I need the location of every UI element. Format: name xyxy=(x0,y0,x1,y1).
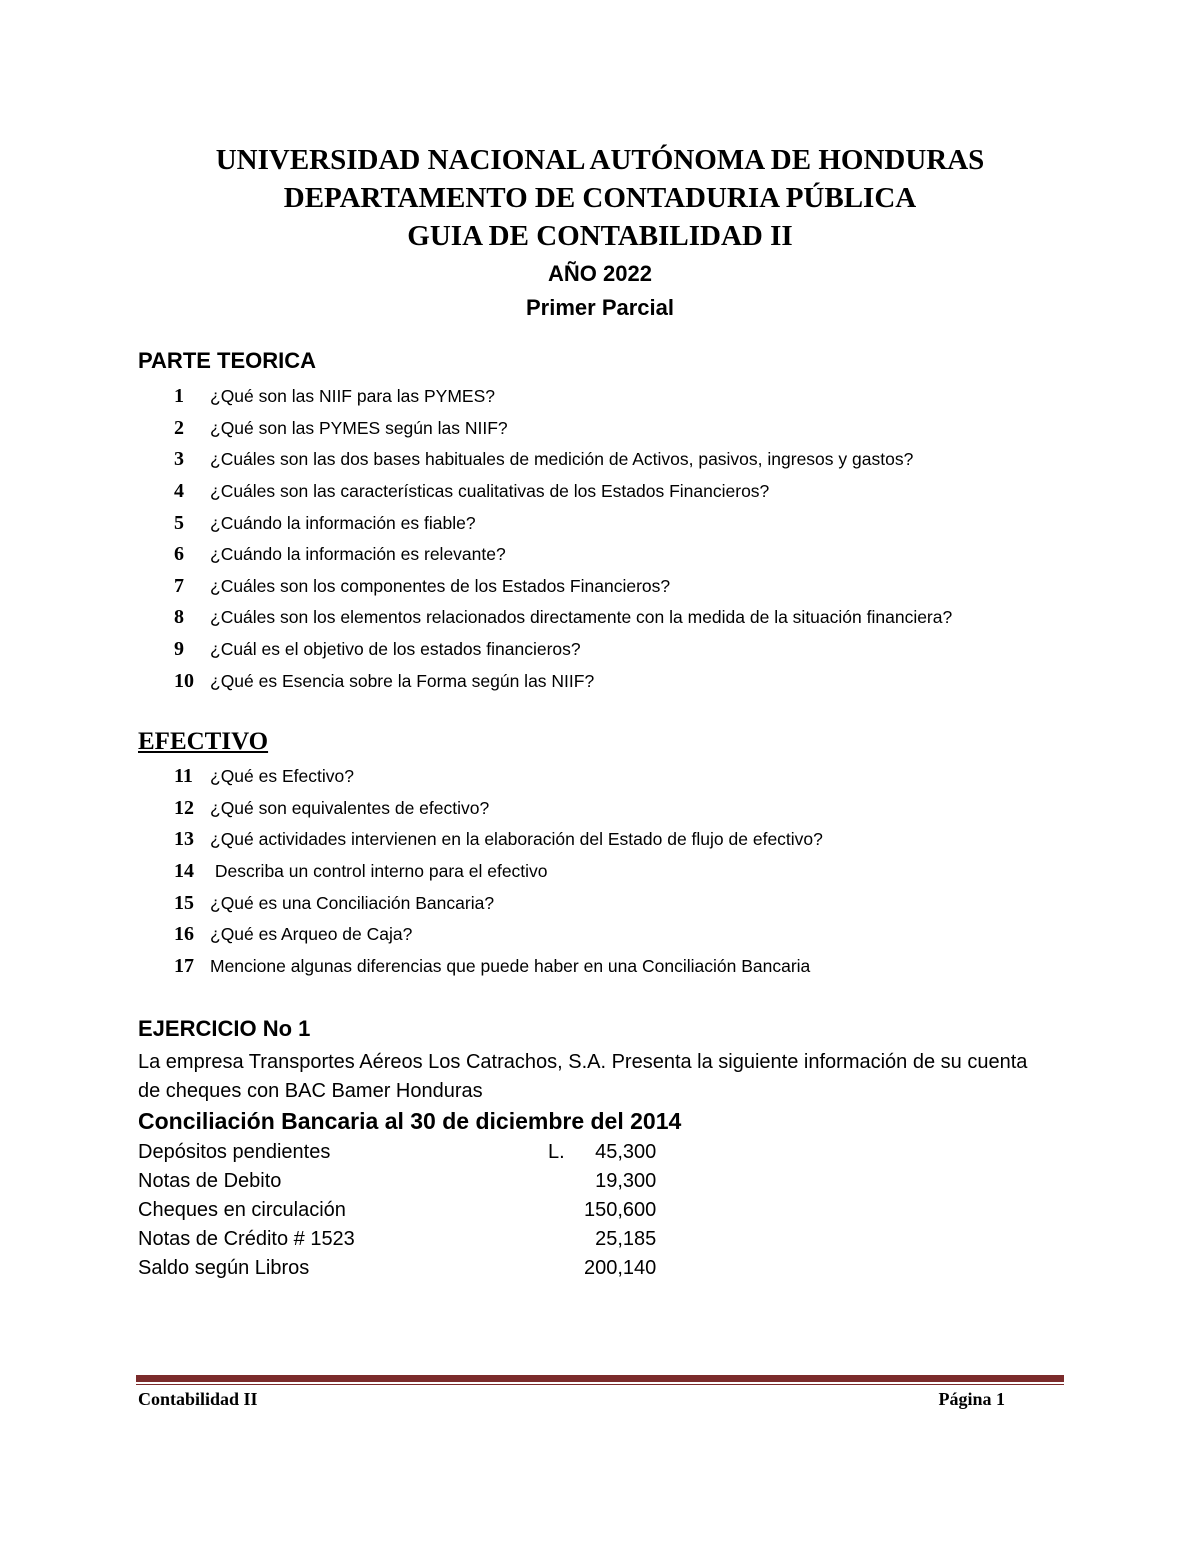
question-text: ¿Cuáles son los elementos relacionados directamente con la medida de la situación financiera? xyxy=(210,607,953,628)
question-number: 11 xyxy=(174,765,193,788)
department-name: DEPARTAMENTO DE CONTADURIA PÚBLICA xyxy=(283,182,917,214)
question-number: 10 xyxy=(174,669,194,692)
list-item xyxy=(174,919,823,951)
question-text: ¿Qué es Arqueo de Caja? xyxy=(210,924,413,945)
footer-rule xyxy=(136,1375,1064,1382)
row-currency xyxy=(548,1254,584,1283)
question-text: ¿Qué son las PYMES según las NIIF? xyxy=(210,417,508,438)
table-row xyxy=(138,1225,656,1254)
exam-label: Primer Parcial xyxy=(526,295,674,320)
question-number: 5 xyxy=(174,511,184,534)
question-text: ¿Qué es Efectivo? xyxy=(210,766,354,787)
footer-course-name: Contabilidad II xyxy=(138,1389,258,1409)
exercise-description: La empresa Transportes Aéreos Los Catrachos, S.A. Presenta la siguiente información de su cuenta de cheques con BAC Bamer Honduras xyxy=(138,1051,1028,1102)
list-item xyxy=(174,476,952,508)
question-text: ¿Cuándo la información es relevante? xyxy=(210,544,506,565)
list-item xyxy=(174,665,952,697)
question-number: 9 xyxy=(174,638,184,661)
question-number: 2 xyxy=(174,416,184,439)
question-number: 15 xyxy=(174,891,194,914)
row-label: Cheques en circulación xyxy=(138,1199,346,1221)
question-number: 4 xyxy=(174,480,184,503)
list-item xyxy=(174,634,952,666)
row-label: Notas de Crédito # 1523 xyxy=(138,1228,355,1250)
list-item xyxy=(174,507,952,539)
university-name: UNIVERSIDAD NACIONAL AUTÓNOMA DE HONDURAS xyxy=(215,144,985,176)
footer-rule-thin xyxy=(136,1384,1064,1385)
row-currency: L. xyxy=(548,1141,565,1163)
exercise-title: EJERCICIO No 1 xyxy=(138,1016,311,1041)
question-text: ¿Qué actividades intervienen en la elaboración del Estado de flujo de efectivo? xyxy=(210,829,823,850)
list-item xyxy=(174,571,952,603)
question-text: ¿Cuáles son los componentes de los Estados Financieros? xyxy=(210,575,671,596)
question-text: Mencione algunas diferencias que puede haber en una Conciliación Bancaria xyxy=(210,955,811,976)
question-number: 13 xyxy=(174,828,194,851)
section-title-teorica: PARTE TEORICA xyxy=(138,348,317,373)
question-number: 16 xyxy=(174,923,194,946)
row-currency xyxy=(548,1167,584,1196)
section-title-efectivo: EFECTIVO xyxy=(138,728,269,755)
row-amount: 150,600 xyxy=(584,1199,657,1221)
question-number: 6 xyxy=(174,543,184,566)
question-number: 3 xyxy=(174,448,184,471)
list-item xyxy=(174,856,823,888)
question-text: Describa un control interno para el efectivo xyxy=(210,861,548,882)
question-text: ¿Cuál es el objetivo de los estados financieros? xyxy=(210,639,581,660)
question-number: 7 xyxy=(174,574,184,597)
row-amount: 19,300 xyxy=(595,1170,657,1192)
question-number: 8 xyxy=(174,606,184,629)
question-list-efectivo xyxy=(174,761,823,982)
list-item xyxy=(174,824,823,856)
question-number: 17 xyxy=(174,954,194,977)
row-label: Saldo según Libros xyxy=(138,1257,310,1279)
table-row xyxy=(138,1138,656,1167)
list-item xyxy=(174,887,823,919)
reconciliation-table xyxy=(138,1138,656,1283)
question-number: 1 xyxy=(174,385,184,408)
question-text: ¿Qué son las NIIF para las PYMES? xyxy=(210,386,495,407)
row-label: Depósitos pendientes xyxy=(138,1141,331,1163)
list-item xyxy=(174,413,952,445)
row-amount: 45,300 xyxy=(595,1141,657,1163)
table-row xyxy=(138,1254,656,1283)
row-amount: 25,185 xyxy=(595,1228,657,1250)
question-text: ¿Qué es una Conciliación Bancaria? xyxy=(210,892,495,913)
list-item xyxy=(174,602,952,634)
question-number: 12 xyxy=(174,796,194,819)
question-text: ¿Cuáles son las dos bases habituales de medición de Activos, pasivos, ingresos y gastos? xyxy=(210,449,914,470)
row-currency xyxy=(548,1225,584,1254)
year-label: AÑO 2022 xyxy=(548,261,652,286)
reconciliation-title: Conciliación Bancaria al 30 de diciembre del 2014 xyxy=(138,1108,682,1134)
row-label: Notas de Debito xyxy=(138,1170,282,1192)
list-item xyxy=(174,793,823,825)
footer-page-number: Página 1 xyxy=(938,1389,1005,1409)
guide-title: GUIA DE CONTABILIDAD II xyxy=(407,220,793,252)
question-text: ¿Cuáles son las características cualitativas de los Estados Financieros? xyxy=(210,481,770,502)
question-number: 14 xyxy=(174,860,194,883)
list-item xyxy=(174,539,952,571)
list-item xyxy=(174,761,823,793)
question-text: ¿Qué es Esencia sobre la Forma según las NIIF? xyxy=(210,670,595,691)
question-text: ¿Cuándo la información es fiable? xyxy=(210,512,476,533)
document-header xyxy=(0,141,1200,325)
row-currency xyxy=(548,1196,584,1225)
list-item xyxy=(174,951,823,983)
row-amount: 200,140 xyxy=(584,1257,657,1279)
list-item xyxy=(174,444,952,476)
question-text: ¿Qué son equivalentes de efectivo? xyxy=(210,797,490,818)
question-list-teorica xyxy=(174,381,952,697)
table-row xyxy=(138,1196,656,1225)
list-item xyxy=(174,381,952,413)
table-row xyxy=(138,1167,656,1196)
